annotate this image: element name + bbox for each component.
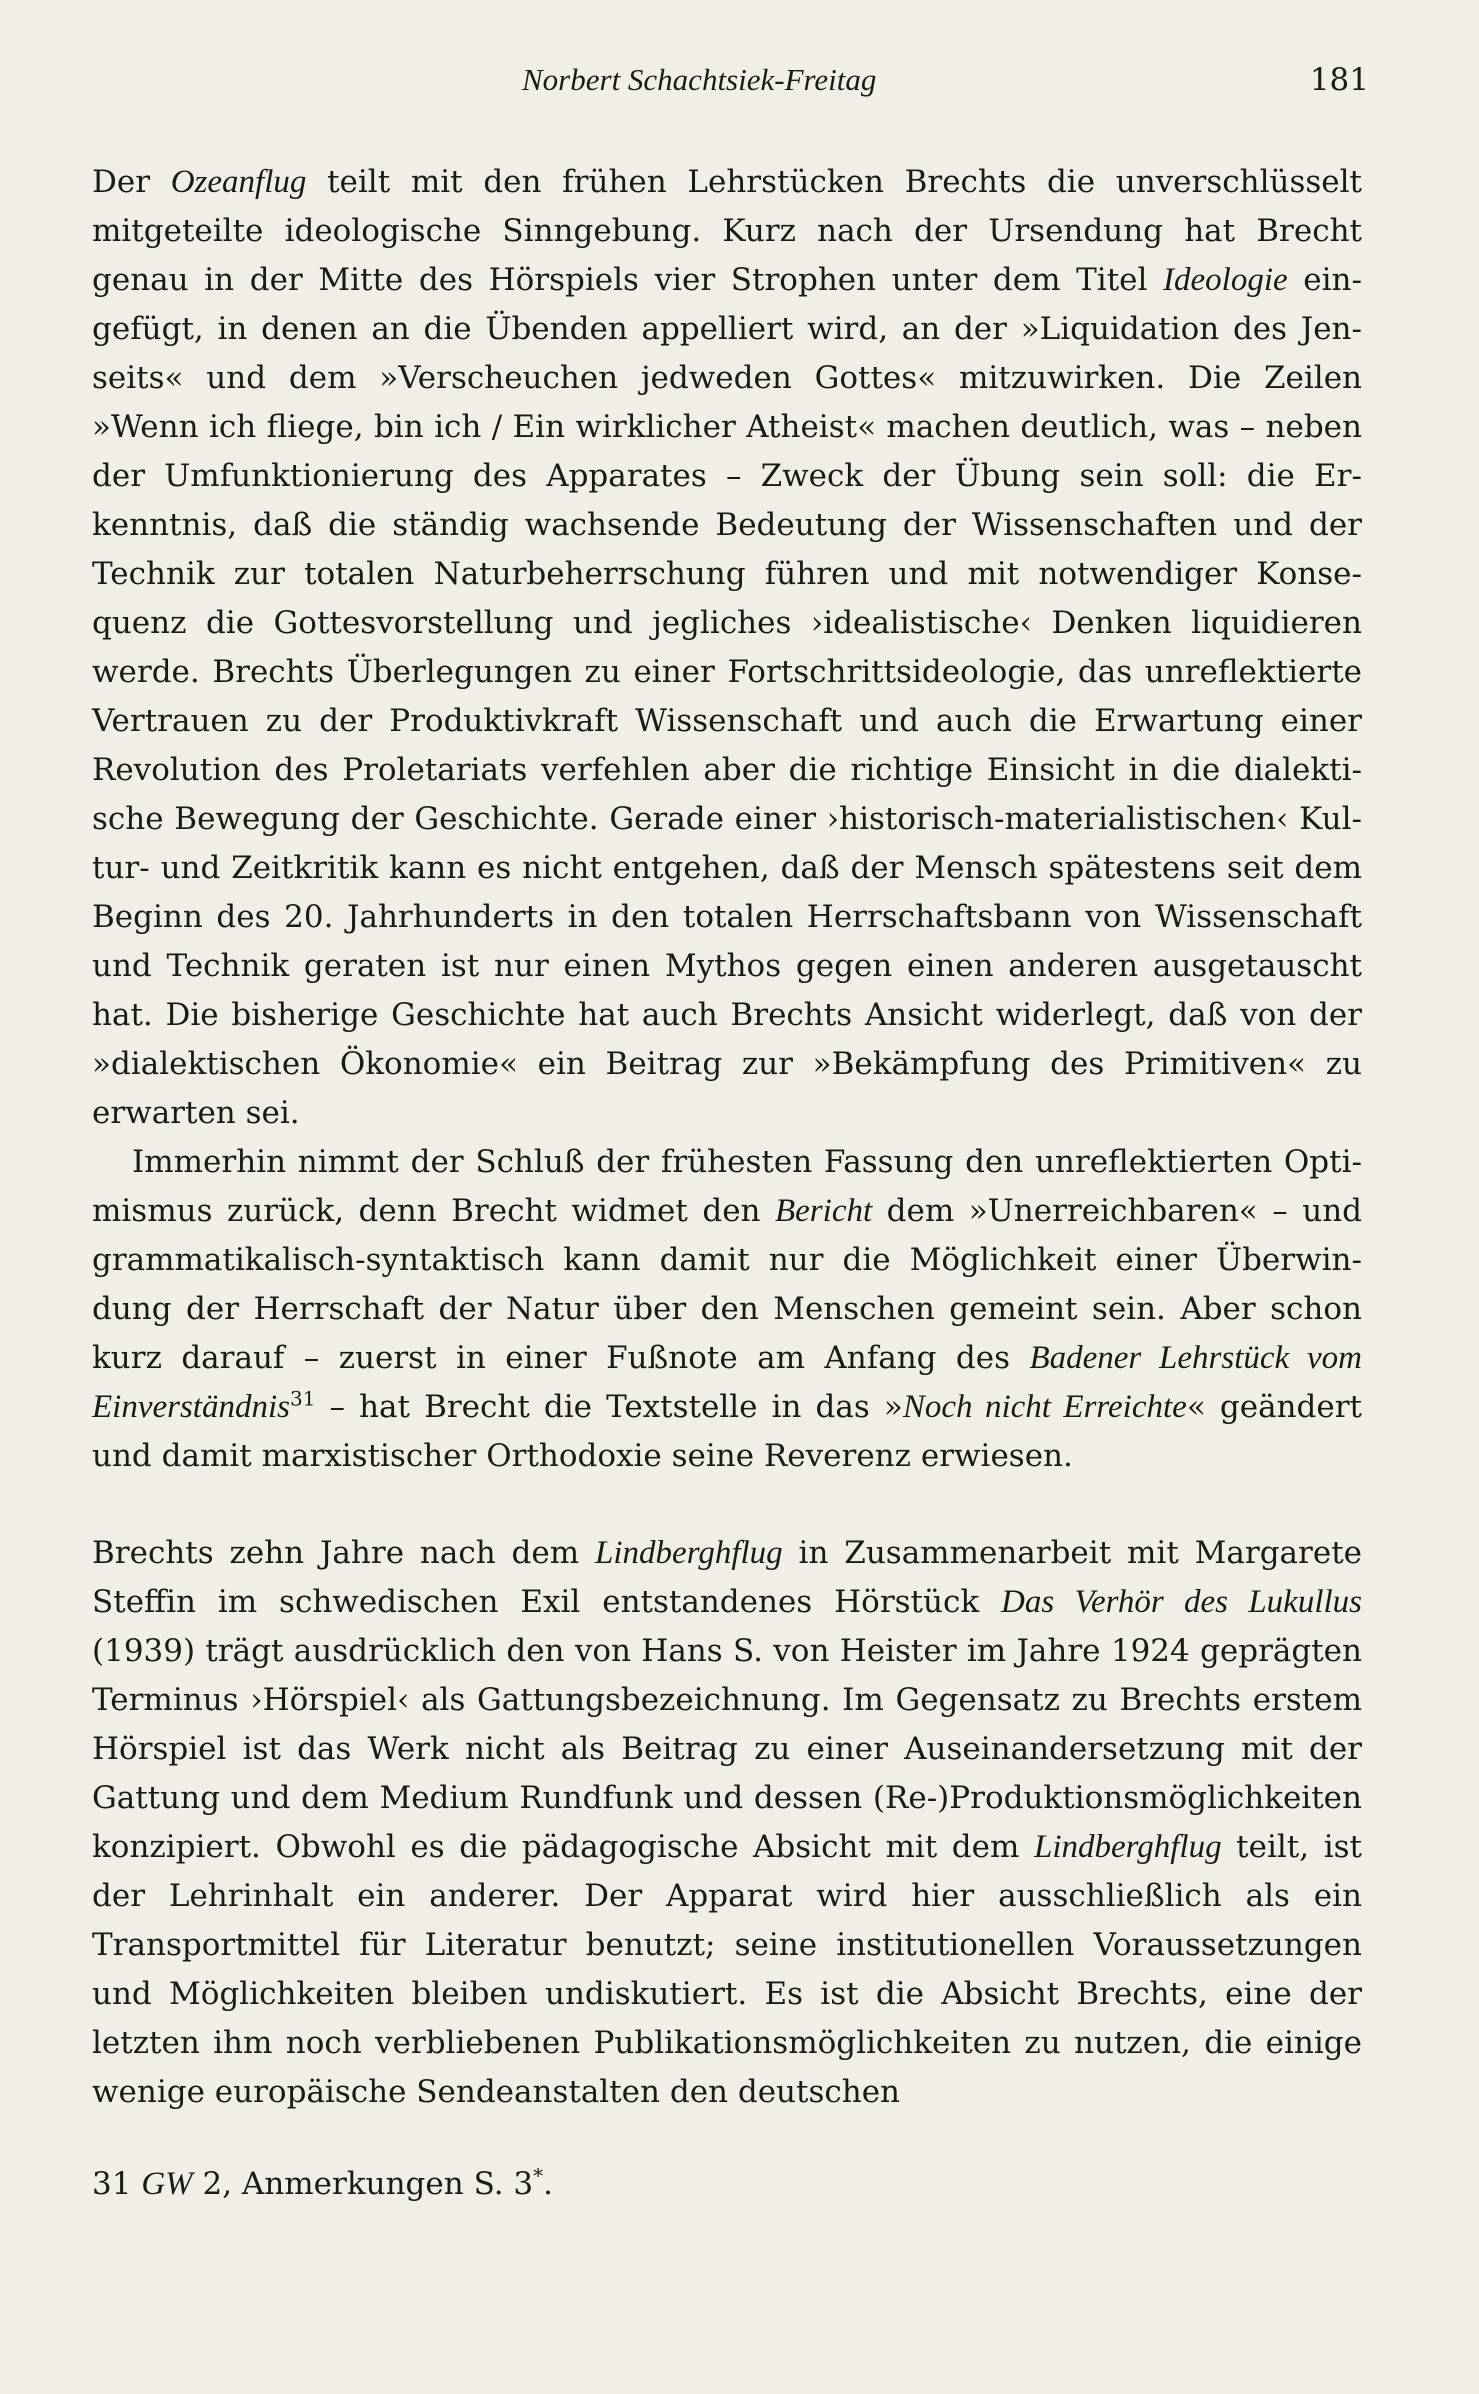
footnote-marker: * — [533, 2163, 544, 2188]
text-run: « geändert und damit marxistischer Orthodoxie seine Reverenz erwiesen. — [92, 1389, 1362, 1474]
italic-text: GW — [141, 2166, 193, 2202]
footnote-31 — [92, 2160, 1362, 2209]
running-head — [92, 62, 1369, 112]
text-run: – hat Brecht die Textstelle in das » — [315, 1389, 903, 1425]
page-number: 181 — [1309, 62, 1369, 98]
text-run: eingefügt, in denen an die Übenden appelliert wird, an der »Liquidation des Jenseits« und dem »Verscheuchen jedweden Gottes« mitzuwirken. Die Zeilen »Wenn ich fliege, bin ich / Ein wirklicher Atheist« machen deutlich, was – neben der Umfunktionierung des Apparates – Zweck der Übung sein soll: die Erkenntnis, daß die ständig wachsende Bedeutung der Wissenschaften und der Technik zur totalen Naturbeherrschung führen und mit notwendiger Konsequenz die Gottesvorstellung und jegliches ›idealistische‹ Denken liquidieren werde. Brechts Überlegungen zu einer Fortschrittsideologie, das unreflektierte Vertrauen zu der Produktivkraft Wissenschaft und auch die Erwartung einer Revolution des Proletariats verfehlen aber die richtige Einsicht in die dialektische Bewegung der Geschichte. Gerade einer ›historisch-materialistischen‹ Kultur- und Zeitkritik kann es nicht entgehen, daß der Mensch spätestens seit dem Beginn des 20. Jahrhunderts in den totalen Herrschaftsbann von Wissenschaft und Technik geraten ist nur einen Mythos gegen einen anderen ausgetauscht hat. Die bisherige Geschichte hat auch Brechts Ansicht widerlegt, daß von der »dialektischen Ökonomie« ein Beitrag zur »Bekämpfung des Primitiven« zu erwarten sei. — [92, 262, 1362, 1131]
paragraph-1 — [92, 158, 1362, 1138]
paragraph-3 — [92, 1529, 1362, 2117]
text-run: in Zusammenarbeit mit Margarete Steffin im schwedischen Exil entstandenes Hörstück — [92, 1535, 1362, 1620]
text-run: Brechts zehn Jahre nach dem — [92, 1535, 596, 1571]
text-run: Immerhin nimmt der Schluß der frühesten Fassung den unreflektierten Optimismus zurück, denn Brecht widmet den — [92, 1144, 1362, 1229]
italic-text: Ideologie — [1163, 262, 1288, 298]
text-run: 2, Anmerkungen S. 3 — [192, 2166, 534, 2202]
text-run: teilt, ist der Lehrinhalt ein anderer. Der Apparat wird hier ausschließlich als ein Transportmittel für Literatur benutzt; seine institutionellen Voraussetzungen und Möglichkeiten bleiben undiskutiert. Es ist die Absicht Brechts, eine der letzten ihm noch verbliebenen Publikationsmöglichkeiten zu nutzen, die einige wenige europäische Sendeanstalten den deutschen — [92, 1829, 1362, 2110]
text-run: (1939) trägt ausdrücklich den von Hans S. von Heister im Jahre 1924 geprägten Terminus ›Hörspiel‹ als Gattungsbezeichnung. Im Gegensatz zu Brechts erstem Hörspiel ist das Werk nicht als Beitrag zu einer Auseinandersetzung mit der Gattung und dem Medium Rundfunk und dessen (Re-)Produktionsmöglichkeiten konzipiert. Obwohl es die pädagogische Absicht mit dem — [92, 1633, 1362, 1865]
body-text — [92, 158, 1362, 2117]
italic-text: Lindberghflug — [595, 1535, 783, 1571]
text-run: Der — [92, 164, 171, 200]
text-run: dem »Unerreichbaren« – und grammatikalisch-syntaktisch kann damit nur die Möglichkeit einer Überwindung der Herrschaft der Natur über den Menschen gemeint sein. Aber schon kurz darauf – zuerst in einer Fußnote am Anfang des — [92, 1193, 1362, 1376]
text-run: . — [543, 2166, 553, 2202]
paragraph-2 — [92, 1138, 1362, 1481]
italic-text: Das Verhör des Lukullus — [1001, 1584, 1363, 1620]
running-head-author: Norbert Schachtsiek-Freitag — [522, 62, 877, 97]
text-run: 31 — [92, 2166, 142, 2202]
text-run: teilt mit den frühen Lehrstücken Brechts die unverschlüsselt mitgeteilte ideologische Sinngebung. Kurz nach der Ursendung hat Brecht genau in der Mitte des Hörspiels vier Strophen unter dem Titel — [92, 164, 1362, 298]
italic-text: Noch nicht Erreichte — [902, 1389, 1187, 1425]
italic-text: Lindberghflug — [1033, 1829, 1222, 1865]
italic-text: Ozeanflug — [170, 164, 307, 200]
footnote-marker: 31 — [289, 1386, 316, 1411]
italic-text: Badener Lehrstück vom Einverständnis — [92, 1340, 1362, 1425]
italic-text: Bericht — [775, 1193, 873, 1229]
